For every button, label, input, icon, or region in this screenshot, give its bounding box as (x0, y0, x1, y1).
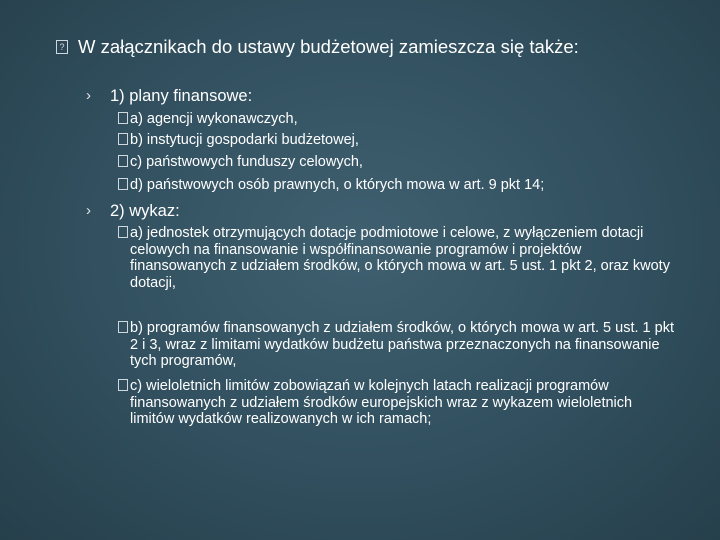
section-1-heading (86, 86, 706, 106)
section-2-heading (86, 201, 706, 221)
section-2-item-b (118, 320, 678, 370)
section-1-item-a (118, 111, 678, 128)
section-1-item-c (118, 154, 678, 171)
section-1-label: 1) plany finansowe: (110, 87, 253, 105)
list-item: d) państwowych osób prawnych, o których mowa w art. 9 pkt 14; (130, 177, 545, 193)
section-2-item-a (118, 225, 678, 291)
list-item: a) jednostek otrzymujących dotacje podmiotowe i celowe, z wyłączeniem dotacji celowych na finansowanie i współfinansowanie programów i projektów finansowanych z udziałem środków, o których mowa w art. 5 ust. 1 pkt 2, oraz kwoty dotacji, (130, 225, 670, 291)
square-bullet-icon (118, 321, 128, 333)
list-item: b) instytucji gospodarki budżetowej, (130, 132, 359, 148)
square-bullet-icon (118, 178, 128, 190)
square-bullet-icon (118, 155, 128, 167)
square-bullet-icon (118, 133, 128, 145)
square-bullet-icon (118, 112, 128, 124)
square-bullet-icon (118, 379, 128, 391)
section-2-label: 2) wykaz: (110, 202, 180, 220)
chevron-right-icon: › (86, 202, 91, 219)
list-item: c) państwowych funduszy celowych, (130, 154, 363, 170)
list-item: b) programów finansowanych z udziałem środków, o których mowa w art. 5 ust. 1 pkt 2 i 3, wraz z limitami wydatków budżetu państwa przeznaczonych na finansowanie tych programów, (130, 320, 674, 369)
section-2-item-c (118, 378, 678, 428)
square-bullet-icon: ? (56, 40, 68, 54)
section-1-item-b (118, 132, 678, 149)
list-item: c) wieloletnich limitów zobowiązań w kolejnych latach realizacji programów finansowanych z udziałem środków europejskich wraz z wykazem wieloletnich limitów wydatków realizowanych w ich ramach; (130, 378, 633, 427)
intro-text: W załącznikach do ustawy budżetowej zamieszcza się także: (78, 36, 579, 57)
square-bullet-icon (118, 226, 128, 238)
intro-paragraph (56, 36, 696, 57)
chevron-right-icon: › (86, 87, 91, 104)
list-item: a) agencji wykonawczych, (130, 111, 298, 127)
section-1-item-d (118, 177, 678, 194)
